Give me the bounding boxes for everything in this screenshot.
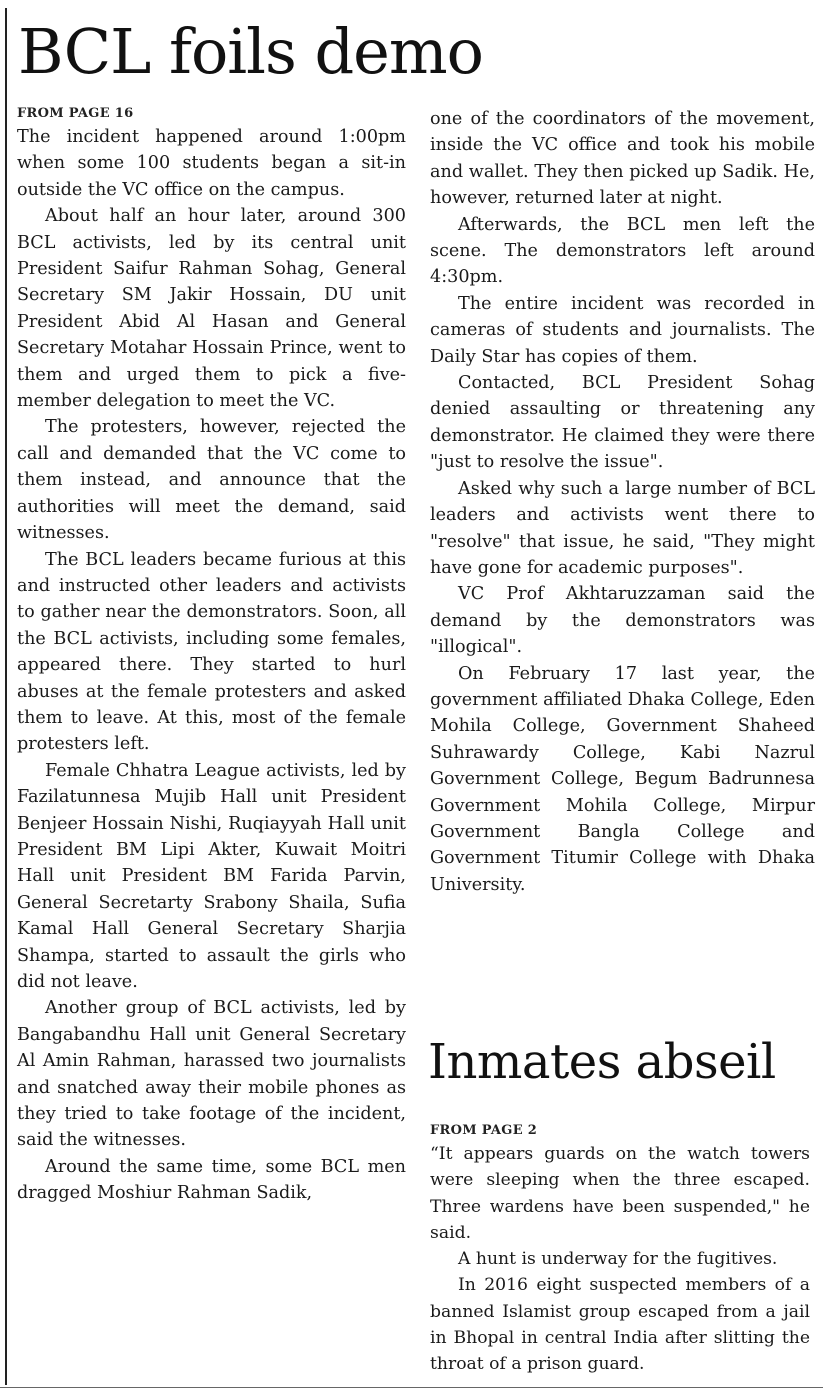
story1-kicker: FROM PAGE 16 <box>17 106 134 121</box>
paragraph: Asked why such a large number of BCL leaders and activists went there to "resolve" that issue, he said, "They might have gone for academic purposes". <box>430 478 815 578</box>
paragraph: Contacted, BCL President Sohag denied assaulting or threatening any demonstrator. He claimed they were there "just to resolve the issue". <box>430 373 815 473</box>
paragraph: In 2016 eight suspected members of a banned Islamist group escaped from a jail in Bhopal in central India after slitting the throat of a prison guard. <box>430 1275 810 1375</box>
story2-column <box>430 1123 810 1378</box>
story1-column-left <box>17 106 406 1207</box>
headline-bcl-foils-demo: BCL foils demo <box>18 15 483 88</box>
paragraph: The protesters, however, rejected the call and demanded that the VC come to them instead, and announce that the authorities will meet the demand, said witnesses. <box>17 417 406 544</box>
paragraph: On February 17 last year, the government affiliated Dhaka College, Eden Mohila College, Government Shaheed Suhrawardy College, Kabi Nazrul Government College, Begum Badrunnesa Government Mohila College, Mirpur Government Bangla College and Government Titumir College with Dhaka University. <box>430 663 815 895</box>
paragraph: “It appears guards on the watch towers were sleeping when the three escaped. Three wardens have been suspended," he said. <box>430 1144 810 1243</box>
paragraph: one of the coordinators of the movement, inside the VC office and took his mobile and wallet. They then picked up Sadik. He, however, returned later at night. <box>430 109 815 209</box>
paragraph: The BCL leaders became furious at this and instructed other leaders and activists to gather near the demonstrators. Soon, all the BCL activists, including some females, appeared there. They started to hurl abuses at the female protesters and asked them to leave. At this, most of the female protesters left. <box>17 549 406 755</box>
paragraph: About half an hour later, around 300 BCL activists, led by its central unit President Saifur Rahman Sohag, General Secretary SM Jakir Hossain, DU unit President Abid Al Hasan and General Secretary Motahar Hossain Prince, went to them and urged them to pick a five-member delegation to meet the VC. <box>17 206 406 412</box>
bottom-rule <box>0 1387 823 1388</box>
paragraph: VC Prof Akhtaruzzaman said the demand by the demonstrators was "illogical". <box>430 584 815 658</box>
paragraph: The entire incident was recorded in cameras of students and journalists. The Daily Star has copies of them. <box>430 293 815 367</box>
paragraph: Female Chhatra League activists, led by Fazilatunnesa Mujib Hall unit President Benjeer Hossain Nishi, Ruqiayyah Hall unit President BM Lipi Akter, Kuwait Moitri Hall unit President BM Farida Parvin, General Secretarty Srabony Shaila, Sufia Kamal Hall General Secretary Sharjia Shampa, started to assault the girls who did not leave. <box>17 760 406 992</box>
paragraph: Around the same time, some BCL men dragged Moshiur Rahman Sadik, <box>17 1156 406 1204</box>
paragraph: The incident happened around 1:00pm when some 100 students began a sit-in outside the VC office on the campus. <box>17 127 406 200</box>
story1-column-right <box>430 106 815 898</box>
paragraph: Another group of BCL activists, led by Bangabandhu Hall unit General Secretary Al Amin Rahman, harassed two journalists and snatched away their mobile phones as they tried to take footage of the incident, said the witnesses. <box>17 998 406 1151</box>
paragraph: Afterwards, the BCL men left the scene. The demonstrators left around 4:30pm. <box>430 214 815 288</box>
column-rule-left <box>5 8 7 1385</box>
headline-inmates-abseil: Inmates abseil <box>428 1034 776 1090</box>
story2-kicker: FROM PAGE 2 <box>430 1123 538 1138</box>
paragraph: A hunt is underway for the fugitives. <box>458 1249 778 1270</box>
